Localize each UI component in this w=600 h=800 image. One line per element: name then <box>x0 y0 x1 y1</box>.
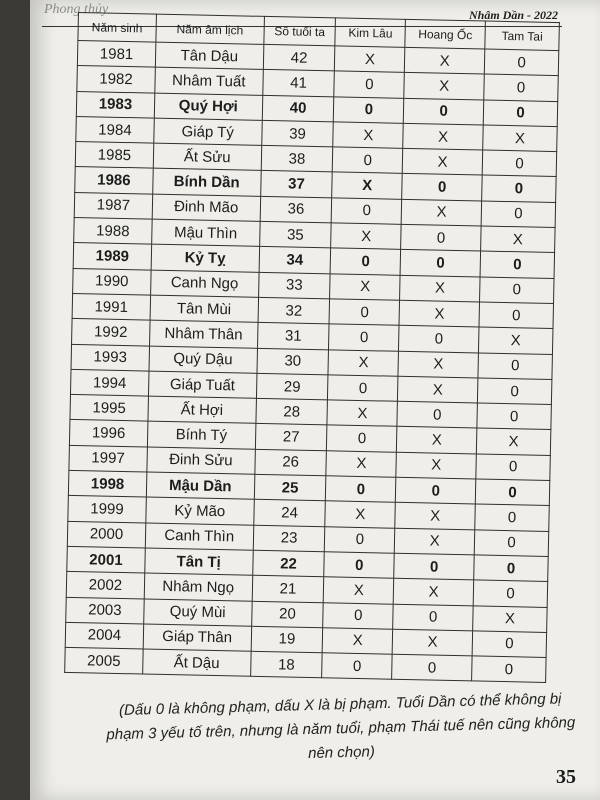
cell-lunar-year: Tân Dậu <box>155 42 263 70</box>
cell-year: 1987 <box>74 192 152 219</box>
cell-hoang-oc: X <box>404 73 484 100</box>
cell-kim-lau: 0 <box>327 425 397 452</box>
cell-lunar-year: Ất Hợi <box>148 396 256 424</box>
cell-lunar-year: Đinh Mão <box>152 194 260 222</box>
cell-age: 41 <box>262 70 334 97</box>
cell-kim-lau: 0 <box>331 248 401 275</box>
cell-hoang-oc: X <box>401 199 481 226</box>
cell-tam-tai: 0 <box>484 74 558 101</box>
cell-kim-lau: X <box>331 223 401 250</box>
footnote <box>80 686 600 772</box>
header-hoang-oc: Hoang Ốc <box>405 19 485 49</box>
cell-age: 32 <box>258 297 330 324</box>
cell-tam-tai: 0 <box>476 454 550 481</box>
cell-hoang-oc: X <box>405 47 485 74</box>
cell-hoang-oc: X <box>399 300 479 327</box>
running-header-right: Nhâm Dần - 2022 <box>468 8 558 22</box>
cell-kim-lau: 0 <box>334 71 404 98</box>
cell-lunar-year: Mậu Thìn <box>151 219 259 247</box>
cell-age: 40 <box>262 95 334 122</box>
cell-hoang-oc: 0 <box>399 326 479 353</box>
age-table <box>64 12 560 683</box>
cell-hoang-oc: X <box>400 275 480 302</box>
cell-kim-lau: 0 <box>325 526 395 553</box>
cell-age: 37 <box>260 171 332 198</box>
cell-age: 27 <box>255 424 327 451</box>
cell-lunar-year: Bính Tý <box>147 422 255 450</box>
cell-age: 28 <box>256 398 328 425</box>
cell-age: 22 <box>252 550 324 577</box>
cell-age: 36 <box>260 196 332 223</box>
cell-age: 29 <box>256 373 328 400</box>
cell-year: 1984 <box>76 116 154 143</box>
cell-year: 1990 <box>73 268 151 295</box>
cell-tam-tai: X <box>481 226 555 253</box>
cell-year: 1981 <box>77 41 155 68</box>
cell-kim-lau: X <box>326 451 396 478</box>
cell-age: 31 <box>257 323 329 350</box>
cell-year: 1999 <box>68 496 146 523</box>
header-nam-sinh: Năm sinh <box>78 13 156 43</box>
cell-hoang-oc: 0 <box>397 401 477 428</box>
cell-lunar-year: Giáp Thân <box>143 624 251 652</box>
cell-year: 1989 <box>73 243 151 270</box>
cell-hoang-oc: X <box>398 376 478 403</box>
cell-year: 1995 <box>70 395 148 422</box>
cell-tam-tai: X <box>473 605 547 632</box>
cell-year: 1986 <box>75 167 153 194</box>
cell-hoang-oc: X <box>403 123 483 150</box>
cell-year: 1985 <box>75 142 153 169</box>
cell-tam-tai: 0 <box>480 251 554 278</box>
cell-age: 21 <box>252 576 324 603</box>
cell-year: 1988 <box>74 218 152 245</box>
cell-age: 42 <box>263 44 335 71</box>
cell-kim-lau: X <box>323 628 393 655</box>
header-nam-am-lich: Năm âm lịch <box>156 14 264 44</box>
cell-tam-tai: 0 <box>477 403 551 430</box>
cell-hoang-oc: 0 <box>402 174 482 201</box>
cell-hoang-oc: X <box>395 528 475 555</box>
cell-year: 1993 <box>71 344 149 371</box>
cell-kim-lau: 0 <box>328 375 398 402</box>
cell-lunar-year: Canh Thìn <box>145 523 253 551</box>
cell-lunar-year: Quý Mùi <box>144 599 252 627</box>
cell-tam-tai: 0 <box>475 479 549 506</box>
cell-kim-lau: 0 <box>329 324 399 351</box>
cell-kim-lau: X <box>328 349 398 376</box>
cell-year: 1983 <box>76 91 154 118</box>
cell-year: 2005 <box>65 647 143 674</box>
cell-age: 39 <box>261 120 333 147</box>
cell-hoang-oc: 0 <box>404 98 484 125</box>
cell-tam-tai: 0 <box>483 100 557 127</box>
cell-tam-tai: 0 <box>481 201 555 228</box>
cell-age: 18 <box>250 651 322 678</box>
cell-lunar-year: Giáp Tý <box>154 118 262 146</box>
cell-year: 2000 <box>67 521 145 548</box>
cell-kim-lau: 0 <box>332 198 402 225</box>
cell-tam-tai: 0 <box>474 530 548 557</box>
cell-lunar-year: Đinh Sửu <box>147 447 255 475</box>
book-page <box>30 0 600 800</box>
cell-lunar-year: Kỷ Mão <box>146 497 254 525</box>
cell-lunar-year: Ất Sửu <box>153 143 261 171</box>
cell-tam-tai: 0 <box>472 656 546 683</box>
cell-age: 24 <box>253 500 325 527</box>
cell-age: 20 <box>251 601 323 628</box>
cell-lunar-year: Ất Dậu <box>142 649 250 677</box>
cell-age: 34 <box>259 247 331 274</box>
cell-tam-tai: 0 <box>479 302 553 329</box>
cell-hoang-oc: 0 <box>394 553 474 580</box>
cell-lunar-year: Bính Dần <box>153 169 261 197</box>
cell-year: 1982 <box>77 66 155 93</box>
cell-hoang-oc: 0 <box>392 654 472 681</box>
cell-hoang-oc: X <box>393 578 473 605</box>
cell-year: 1994 <box>70 369 148 396</box>
cell-year: 1998 <box>68 470 146 497</box>
cell-year: 2001 <box>67 546 145 573</box>
cell-hoang-oc: X <box>395 503 475 530</box>
cell-hoang-oc: X <box>397 427 477 454</box>
cell-kim-lau: X <box>327 400 397 427</box>
cell-age: 26 <box>254 449 326 476</box>
cell-kim-lau: 0 <box>334 96 404 123</box>
footnote-line: (Dấu 0 là không phạm, dấu X là bị phạm. Tuổi Dần có thể không bị <box>118 690 562 719</box>
cell-tam-tai: X <box>479 327 553 354</box>
cell-kim-lau: 0 <box>326 476 396 503</box>
cell-hoang-oc: X <box>392 629 472 656</box>
cell-age: 35 <box>259 221 331 248</box>
cell-age: 38 <box>261 146 333 173</box>
cell-kim-lau: X <box>335 46 405 73</box>
cell-hoang-oc: 0 <box>393 604 473 631</box>
header-tam-tai: Tam Tai <box>485 21 559 51</box>
header-so-tuoi-ta: Số tuổi ta <box>263 16 335 45</box>
cell-kim-lau: X <box>333 122 403 149</box>
cell-year: 2003 <box>66 597 144 624</box>
cell-hoang-oc: 0 <box>400 250 480 277</box>
cell-year: 1997 <box>69 445 147 472</box>
page-number: 35 <box>556 766 576 788</box>
cell-kim-lau: 0 <box>323 602 393 629</box>
cell-lunar-year: Nhâm Thân <box>149 320 257 348</box>
cell-age: 33 <box>258 272 330 299</box>
cell-tam-tai: 0 <box>474 555 548 582</box>
cell-tam-tai: X <box>483 125 557 152</box>
cell-lunar-year: Nhâm Tuất <box>155 67 263 95</box>
cell-lunar-year: Mậu Dần <box>146 472 254 500</box>
cell-kim-lau: 0 <box>333 147 403 174</box>
cell-tam-tai: 0 <box>478 353 552 380</box>
cell-hoang-oc: X <box>396 452 476 479</box>
cell-year: 1992 <box>72 319 150 346</box>
cell-tam-tai: 0 <box>472 631 546 658</box>
cell-lunar-year: Quý Dậu <box>149 346 257 374</box>
cell-kim-lau: X <box>330 274 400 301</box>
cell-kim-lau: X <box>332 172 402 199</box>
cell-tam-tai: 0 <box>473 580 547 607</box>
cell-tam-tai: X <box>476 428 550 455</box>
cell-hoang-oc: 0 <box>401 224 481 251</box>
cell-tam-tai: 0 <box>484 49 558 76</box>
footnote-line: phạm 3 yếu tố trên, nhưng là năm tuổi, phạm Thái tuế nên cũng không <box>106 714 576 744</box>
cell-kim-lau: X <box>324 577 394 604</box>
running-header-left: Phong thủy <box>44 2 109 17</box>
cell-year: 2002 <box>66 572 144 599</box>
cell-lunar-year: Canh Ngọ <box>150 270 258 298</box>
cell-lunar-year: Quý Hợi <box>154 93 262 121</box>
cell-year: 2004 <box>65 622 143 649</box>
cell-tam-tai: 0 <box>475 504 549 531</box>
cell-tam-tai: 0 <box>480 277 554 304</box>
cell-year: 1991 <box>72 293 150 320</box>
cell-lunar-year: Kỷ Tỵ <box>151 244 259 272</box>
cell-kim-lau: 0 <box>322 653 392 680</box>
cell-kim-lau: 0 <box>329 299 399 326</box>
cell-age: 30 <box>257 348 329 375</box>
cell-age: 19 <box>251 626 323 653</box>
cell-hoang-oc: X <box>402 149 482 176</box>
footnote-line: nên chọn) <box>307 743 376 763</box>
cell-lunar-year: Nhâm Ngọ <box>144 573 252 601</box>
cell-age: 25 <box>254 474 326 501</box>
cell-lunar-year: Tân Mùi <box>150 295 258 323</box>
cell-kim-lau: 0 <box>324 552 394 579</box>
cell-tam-tai: 0 <box>482 150 556 177</box>
cell-tam-tai: 0 <box>482 175 556 202</box>
cell-lunar-year: Tân Tị <box>145 548 253 576</box>
cell-age: 23 <box>253 525 325 552</box>
cell-lunar-year: Giáp Tuất <box>148 371 256 399</box>
cell-hoang-oc: 0 <box>396 477 476 504</box>
cell-tam-tai: 0 <box>478 378 552 405</box>
header-kim-lau: Kim Lâu <box>335 18 405 47</box>
cell-hoang-oc: X <box>398 351 478 378</box>
cell-kim-lau: X <box>325 501 395 528</box>
cell-year: 1996 <box>69 420 147 447</box>
